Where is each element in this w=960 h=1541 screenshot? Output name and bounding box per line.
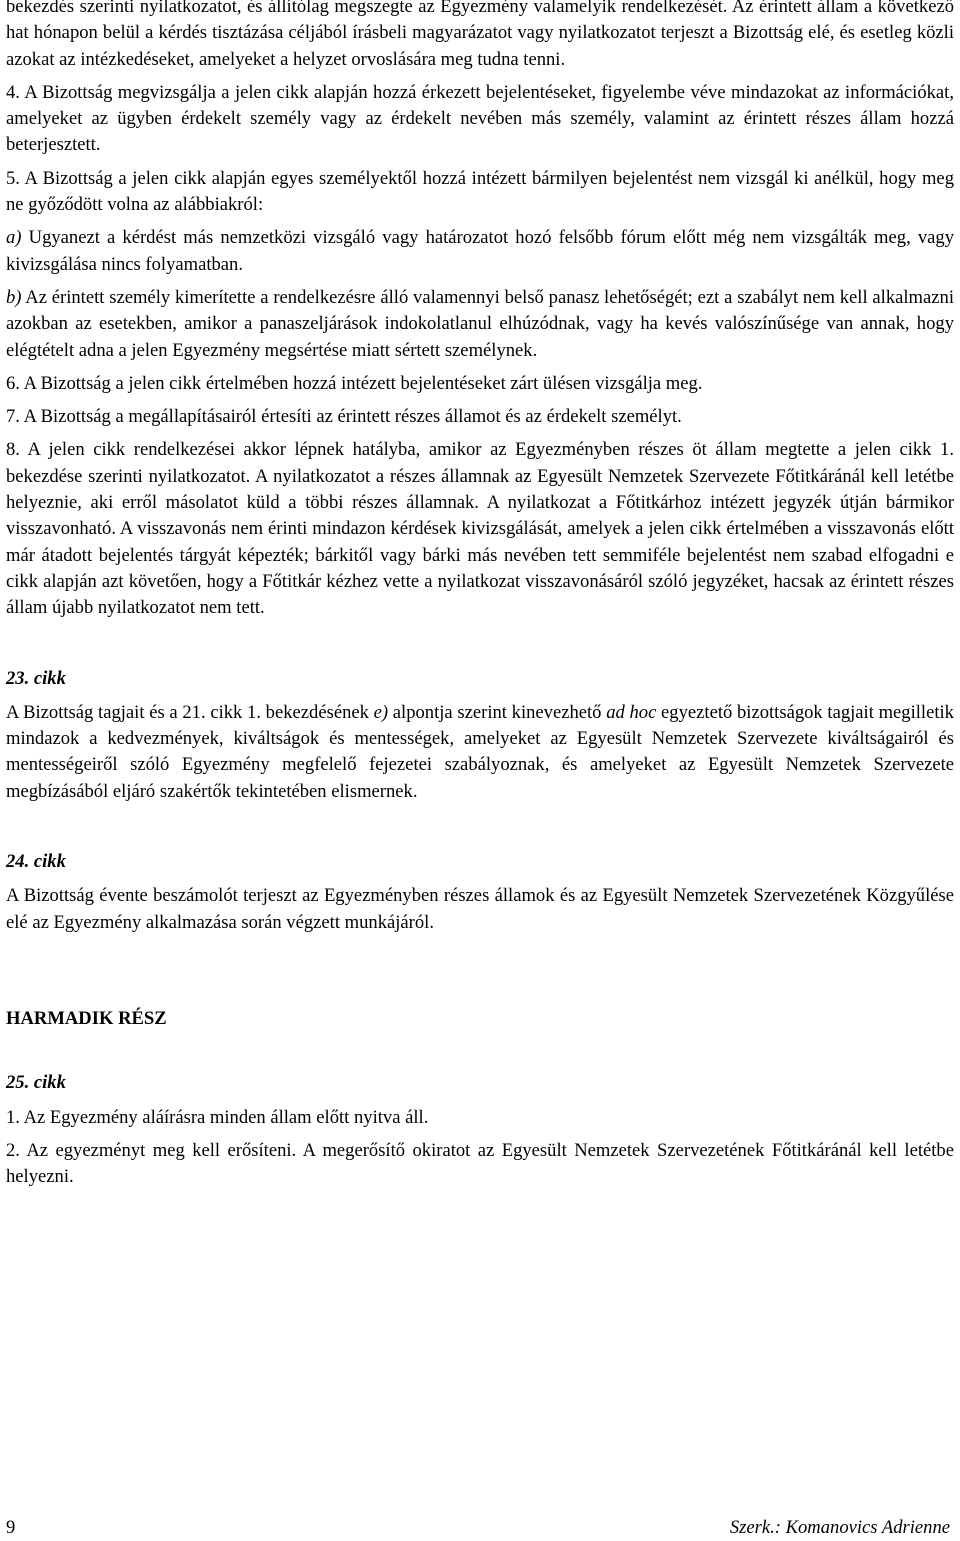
article-23-text [6, 700, 954, 805]
paragraph-7: 7. A Bizottság a megállapításairól értesíti az érintett részes államot és az érdekelt személyt. [6, 406, 682, 428]
article-25-paragraph-1: 1. Az Egyezmény aláírásra minden állam előtt nyitva áll. [6, 1106, 429, 1128]
paragraph-8: 8. A jelen cikk rendelkezései akkor lépnek hatályba, amikor az Egyezményben részes öt állam megtette a jelen cikk 1. bekezdése szerinti nyilatkozatot. A nyilatkozatot a részes államnak az Egyesült Nemzetek Szervezete Főtitkáránál kell letétbe helyeznie, aki erről másolatot küld a többi részes államnak. A nyilatkozat a Főtitkárhoz intézett jegyzék útján bármikor visszavonható. A visszavonás nem érinti mindazon kérdések kivizsgálását, amelyek a jelen cikk értelmében a visszavonás előtt már átadott bejelentés tárgyát képezték; bárkitől vagy bárki más nevében tett semmiféle bejelentést nem szabad elfogadni e cikk alapján azt követően, hogy a Főtitkár kézhez vette a nyilatkozat visszavonásáról szóló jegyzéket, hacsak az érintett részes állam újabb nyilatkozatot nem tett. [6, 439, 954, 619]
point-b-text: Az érintett személy kimerítette a rendelkezésre álló valamennyi belső panasz lehetőségét; ezt a szabályt nem kell alkalmazni azokban az esetekben, amikor a panaszeljárások indokolatlanul elhúzódnak, vagy ha kevés valószínűsége van annak, hogy elégtételt adna a jelen Egyezmény megsértése miatt sértett személynek. [6, 286, 954, 361]
page-number: 9 [6, 1517, 16, 1538]
article-23-adhoc: ad hoc [606, 701, 657, 723]
document-page [6, 0, 954, 1197]
article-24-title: 24. cikk [6, 851, 66, 873]
article-24-text: A Bizottság évente beszámolót terjeszt az Egyezményben részes államok és az Egyesült Nemzetek Szervezetének Közgyűlése elé az Egyezmény alkalmazása során végzett munkájáról. [6, 885, 954, 933]
article-25-paragraph-2: 2. Az egyezményt meg kell erősíteni. A megerősítő okiratot az Egyesült Nemzetek Szervezetének Főtitkáránál kell letétbe helyezni. [6, 1139, 954, 1188]
article-25-title: 25. cikk [6, 1072, 66, 1094]
point-b-label: b) [6, 286, 22, 308]
article-23-point-e: e) [373, 701, 389, 723]
article-23-title: 23. cikk [6, 667, 66, 689]
paragraph-4: 4. A Bizottság megvizsgálja a jelen cikk alapján hozzá érkezett bejelentéseket, figyelembe véve mindazokat az információkat, amelyeket az ügyben érdekelt személy vagy az érdekelt nevében más személy, valamint az érintett részes állam hozzá beterjesztett. [6, 81, 954, 156]
page-footer [6, 1515, 950, 1541]
article-23-text-part: A Bizottság tagjait és a 21. cikk 1. bekezdésének [6, 701, 374, 723]
paragraph-5b [6, 285, 954, 364]
paragraph-continuation: bekezdés szerinti nyilatkozatot, és állítólag megszegte az Egyezmény valamelyik rendelkezését. Az érintett állam a következő hat hónapon belül a kérdés tisztázása céljából írásbeli magyarázatot vagy nyilatkozatot terjeszt a Bizottság elé, és esetleg közli azokat az intézkedéseket, amelyeket a helyzet orvoslására meg tudna tenni. [6, 0, 954, 70]
paragraph-5a [6, 225, 954, 278]
paragraph-6: 6. A Bizottság a jelen cikk értelmében hozzá intézett bejelentéseket zárt ülésen vizsgálja meg. [6, 372, 703, 394]
part-3-title: HARMADIK RÉSZ [6, 1007, 167, 1029]
paragraph-5: 5. A Bizottság a jelen cikk alapján egyes személyektől hozzá intézett bármilyen bejelentést nem vizsgál ki anélkül, hogy meg ne győződött volna az alábbiakról: [6, 167, 954, 216]
editor-credit: Szerk.: Komanovics Adrienne [729, 1517, 950, 1538]
point-a-text: Ugyanezt a kérdést más nemzetközi vizsgáló vagy határozatot hozó felsőbb fórum előtt még nem vizsgálták meg, vagy kivizsgálása nincs folyamatban. [6, 227, 954, 275]
point-a-label: a) [6, 227, 22, 249]
article-23-text-part: alpontja szerint kinevezhető [388, 701, 607, 723]
article-23-text-part: egyeztető bizottságok tagjait megilletik mindazok a kedvezmények, kiváltságok és mentességek, amelyeket az Egyesült Nemzetek Szervezete kiváltságairól és mentességeiről szóló Egyezmény megfelelő fejezetei szabályoznak, és amelyeket az Egyesült Nemzetek Szervezete megbízásából eljáró szakértők tekintetében elismernek. [6, 701, 954, 802]
